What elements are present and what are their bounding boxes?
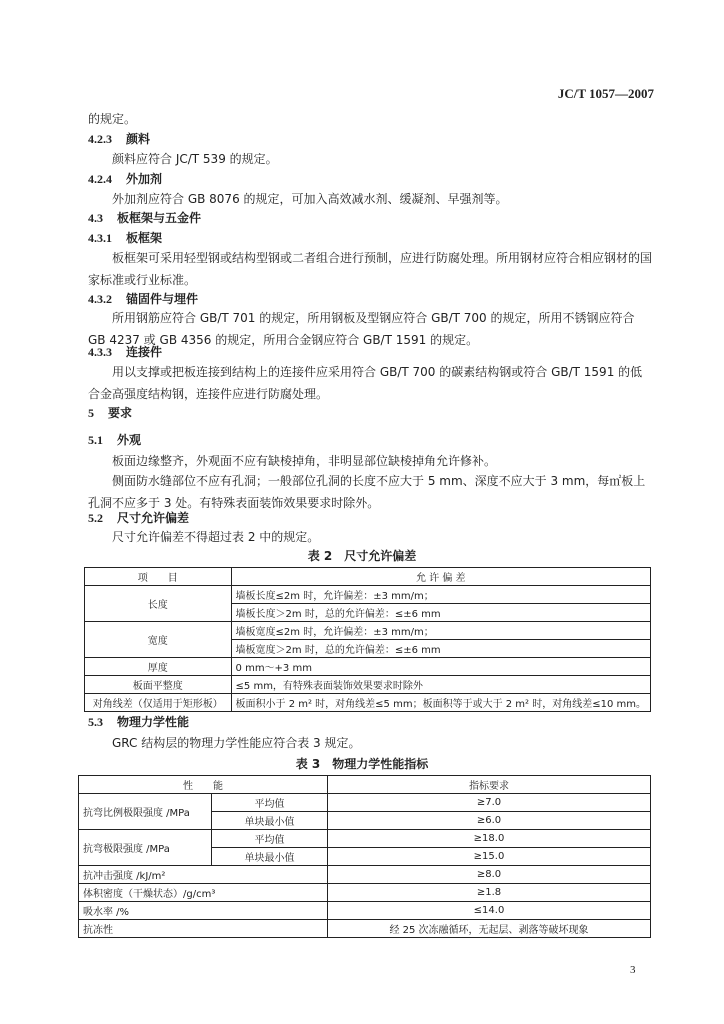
table-cell: 对角线差（仅适用于矩形板） (85, 694, 232, 712)
section-4-3-2-text: 所用钢筋应符合 GB/T 701 的规定，所用钢板及型钢应符合 GB/T 700 的规定，所用不锈钢应符合 GB 4237 或 GB 4356 的规定，所用合金钢应符合 GB/T 1591 的规定。 (88, 311, 635, 347)
table-cell: 抗弯比例极限强度 /MPa (79, 794, 212, 830)
table-header-cell: 允 许 偏 差 (231, 568, 650, 586)
table-row (79, 866, 651, 884)
table-cell: ≥6.0 (328, 812, 651, 830)
section-5-heading: 5 要求 (88, 406, 133, 420)
table-3-caption: 表 3 物理力学性能指标 (295, 757, 429, 771)
section-5-1-text-2: 侧面防水缝部位不应有孔洞；一般部位孔洞的长度不应大于 5 mm、深度不应大于 3 mm，每㎡板上孔洞不应多于 3 处。有特殊表面装饰效果要求时除外。 (88, 474, 646, 510)
section-5-2-heading: 5.2 尺寸允许偏差 (88, 511, 190, 525)
page-number: 3 (630, 964, 636, 976)
table-row (85, 568, 651, 586)
table-cell: 墙板长度≤2m 时，允许偏差：±3 mm/m； (231, 586, 650, 604)
table-cell: 墙板宽度＞2m 时，总的允许偏差：≤±6 mm (231, 640, 650, 658)
table-row (79, 776, 651, 794)
table-cell: ≤5 mm，有特殊表面装饰效果要求时除外 (231, 676, 650, 694)
table-2 (84, 567, 651, 712)
section-5-3-heading: 5.3 物理力学性能 (88, 715, 190, 729)
table-cell: ≥8.0 (328, 866, 651, 884)
table-row (79, 920, 651, 938)
section-5-1-text-1: 板面边缘整齐，外观面不应有缺棱掉角，非明显部位缺棱掉角允许修补。 (112, 454, 497, 468)
table-cell: 抗冲击强度 /kJ/m² (79, 866, 328, 884)
table-2-caption: 表 2 尺寸允许偏差 (307, 549, 417, 563)
section-4-3-3-text: 用以支撑或把板连接到结构上的连接件应采用符合 GB/T 700 的碳素结构钢或符合 GB/T 1591 的低合金高强度结构钢，连接件应进行防腐处理。 (88, 365, 643, 401)
section-4-2-4-text: 外加剂应符合 GB 8076 的规定，可加入高效减水剂、缓凝剂、早强剂等。 (112, 192, 508, 206)
section-4-3-1-text: 板框架可采用轻型钢或结构型钢或二者组合进行预制，应进行防腐处理。所用钢材应符合相应钢材的国家标准或行业标准。 (88, 251, 653, 287)
table-row (79, 884, 651, 902)
table-row (85, 658, 651, 676)
continued-text: 的规定。 (88, 112, 137, 126)
table-row (85, 622, 651, 640)
table-row (85, 676, 651, 694)
table-cell: 板面平整度 (85, 676, 232, 694)
section-4-2-3-heading: 4.2.3 颜料 (88, 132, 151, 146)
section-5-1-heading: 5.1 外观 (88, 433, 142, 447)
section-5-3-text: GRC 结构层的物理力学性能应符合表 3 规定。 (112, 736, 361, 750)
section-4-3-heading: 4.3 板框架与五金件 (88, 211, 202, 225)
table-cell: 平均值 (212, 794, 328, 812)
table-cell: 抗冻性 (79, 920, 328, 938)
table-cell: ≥15.0 (328, 848, 651, 866)
table-cell: 板面积小于 2 m² 时，对角线差≤5 mm；板面积等于或大于 2 m² 时，对角线差≤10 mm。 (231, 694, 650, 712)
table-cell: 墙板长度＞2m 时，总的允许偏差：≤±6 mm (231, 604, 650, 622)
section-4-3-1-heading: 4.3.1 板框架 (88, 231, 163, 245)
section-5-2-text: 尺寸允许偏差不得超过表 2 中的规定。 (112, 530, 320, 544)
table-row (79, 794, 651, 812)
table-cell: 体积密度（干燥状态）/g/cm³ (79, 884, 328, 902)
table-cell: ≤14.0 (328, 902, 651, 920)
table-cell: 单块最小值 (212, 848, 328, 866)
table-row (85, 694, 651, 712)
table-cell: 墙板宽度≤2m 时，允许偏差：±3 mm/m； (231, 622, 650, 640)
table-cell: 厚度 (85, 658, 232, 676)
table-cell: 单块最小值 (212, 812, 328, 830)
table-3 (78, 775, 651, 938)
table-row (85, 586, 651, 604)
table-cell: 0 mm～+3 mm (231, 658, 650, 676)
table-cell: 抗弯极限强度 /MPa (79, 830, 212, 866)
table-header-cell: 项 目 (85, 568, 232, 586)
table-cell: 平均值 (212, 830, 328, 848)
table-row (79, 902, 651, 920)
table-cell: ≥7.0 (328, 794, 651, 812)
table-cell: 吸水率 /% (79, 902, 328, 920)
section-4-3-2-heading: 4.3.2 锚固件与埋件 (88, 292, 199, 306)
section-4-2-3-text: 颜料应符合 JC/T 539 的规定。 (112, 152, 278, 166)
table-cell: ≥1.8 (328, 884, 651, 902)
table-cell: 长度 (85, 586, 232, 622)
table-row (79, 830, 651, 848)
table-header-cell: 指标要求 (328, 776, 651, 794)
table-cell: 经 25 次冻融循环，无起层、剥落等破坏现象 (328, 920, 651, 938)
table-cell: 宽度 (85, 622, 232, 658)
standard-number: JC/T 1057—2007 (557, 86, 654, 101)
section-4-2-4-heading: 4.2.4 外加剂 (88, 172, 163, 186)
table-cell: ≥18.0 (328, 830, 651, 848)
table-header-cell: 性 能 (79, 776, 328, 794)
section-4-3-3-heading: 4.3.3 连接件 (88, 345, 163, 359)
